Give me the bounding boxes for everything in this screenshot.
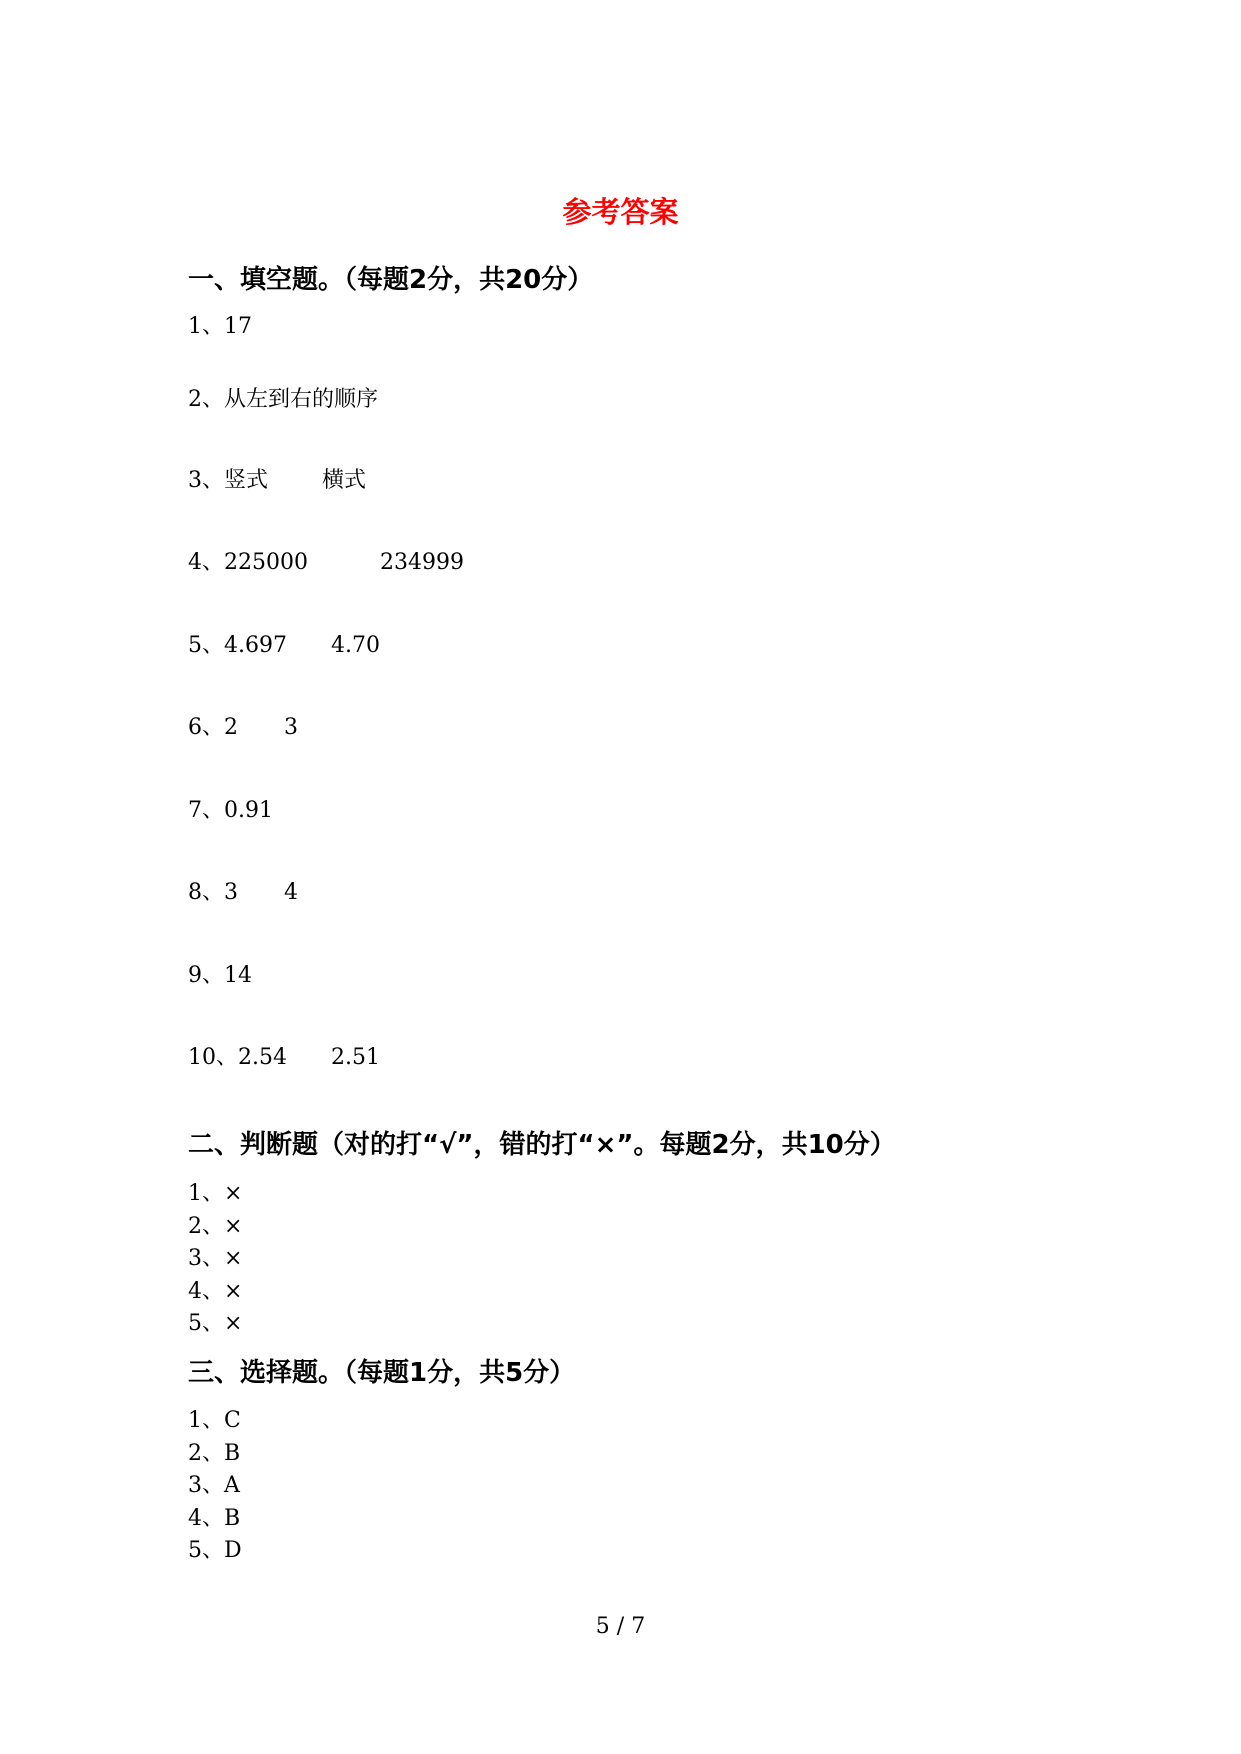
answer-number: 6、: [188, 715, 224, 740]
section-3-heading: 三、选择题。（每题1分，共5分）: [188, 1358, 576, 1388]
answer-number: 9、: [188, 963, 224, 988]
answer-number: 10、: [188, 1045, 238, 1070]
answer-value: 竖式: [224, 468, 269, 493]
list-item: 1、×: [188, 1181, 243, 1206]
fill-answer-5: [188, 631, 380, 661]
list-item: 4、×: [188, 1278, 243, 1304]
answer-value-2: 2.51: [330, 1045, 380, 1070]
fill-answer-4: [188, 548, 464, 578]
page-number: 5 / 7: [595, 1614, 646, 1639]
fill-answer-10: [188, 1043, 380, 1073]
page-title: 参考答案: [562, 195, 679, 229]
fill-answer-9: [188, 961, 252, 991]
answer-number: 3、: [188, 468, 224, 493]
answer-value: 4.697: [224, 633, 287, 658]
fill-answer-2: [188, 385, 378, 415]
list-item: 5、×: [188, 1311, 243, 1336]
answer-number: 8、: [188, 880, 224, 905]
choice-answer-list: [188, 1405, 242, 1568]
list-item: 3、×: [188, 1246, 243, 1271]
fill-answer-1: [188, 312, 252, 342]
fill-answer-6: [188, 713, 298, 743]
answer-number: 4、: [188, 550, 224, 575]
answer-value: 从左到右的顺序: [224, 387, 379, 412]
answer-value-2: 横式: [322, 468, 367, 493]
answer-value-2: 234999: [379, 550, 464, 575]
fill-answer-7: [188, 796, 273, 826]
answer-value-2: 4.70: [330, 633, 380, 658]
answer-value: 0.91: [224, 798, 273, 823]
answer-number: 1、: [188, 314, 224, 339]
list-item: 3、A: [188, 1473, 240, 1498]
list-item: 1、C: [188, 1408, 241, 1433]
judge-answer-list: [188, 1178, 242, 1341]
section-2-heading: 二、判断题（对的打“√”，错的打“×”。每题2分，共10分）: [188, 1130, 896, 1160]
answer-value: 3: [224, 880, 238, 905]
answer-value: 14: [224, 963, 252, 988]
list-item: 2、B: [188, 1440, 241, 1466]
list-item: 5、D: [188, 1538, 242, 1563]
fill-answer-8: [188, 878, 298, 908]
list-item: 2、×: [188, 1213, 243, 1239]
answer-value: 17: [224, 314, 252, 339]
answer-number: 5、: [188, 633, 224, 658]
fill-answer-3: [188, 466, 366, 496]
answer-value-2: 3: [284, 715, 298, 740]
list-item: 4、B: [188, 1505, 241, 1531]
answer-value-2: 4: [284, 880, 298, 905]
answer-value: 2: [224, 715, 238, 740]
answer-value: 2.54: [238, 1045, 287, 1070]
answer-number: 2、: [188, 387, 224, 412]
answer-value: 225000: [224, 550, 308, 575]
section-1-heading: 一、填空题。（每题2分，共20分）: [188, 265, 594, 295]
answer-number: 7、: [188, 798, 224, 823]
